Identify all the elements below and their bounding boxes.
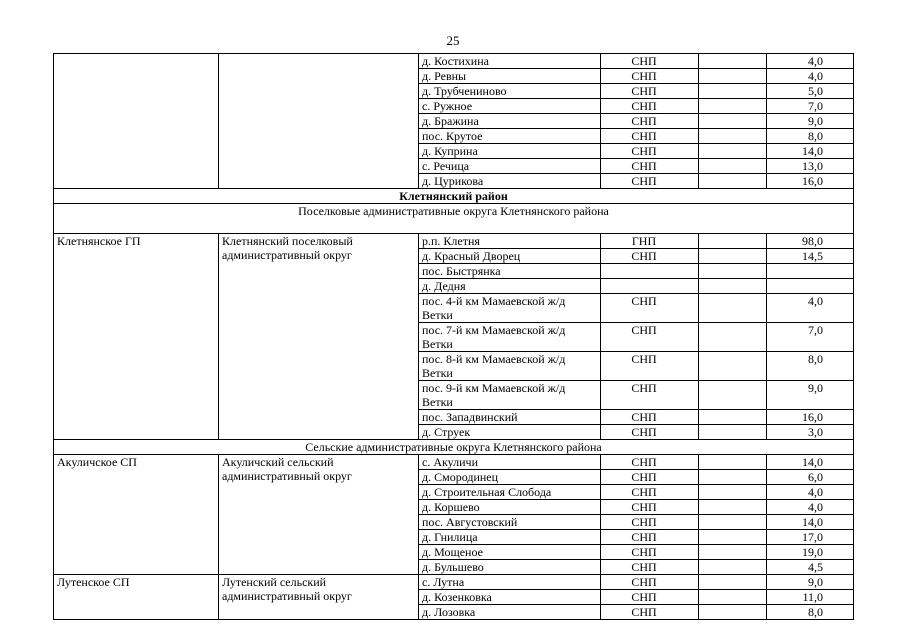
blank-cell — [699, 560, 767, 575]
settlement-cell: д. Трубчениново — [419, 84, 601, 99]
blank-cell — [699, 545, 767, 560]
settlement-cell: д. Бражина — [419, 114, 601, 129]
section-row — [54, 204, 854, 234]
blank-cell — [699, 530, 767, 545]
blank-cell — [699, 264, 767, 279]
settlement-cell: д. Дедня — [419, 279, 601, 294]
type-cell: СНП — [601, 500, 699, 515]
type-cell: СНП — [601, 381, 699, 410]
settlement-cell: д. Козенковка — [419, 590, 601, 605]
district-header: Клетнянский район — [54, 189, 854, 204]
type-cell: СНП — [601, 99, 699, 114]
value-cell: 8,0 — [767, 352, 854, 381]
okrug-cell — [219, 54, 419, 189]
type-cell: СНП — [601, 84, 699, 99]
blank-cell — [699, 159, 767, 174]
blank-cell — [699, 174, 767, 189]
type-cell: СНП — [601, 470, 699, 485]
blank-cell — [699, 352, 767, 381]
value-cell: 98,0 — [767, 234, 854, 249]
value-cell: 16,0 — [767, 410, 854, 425]
type-cell: СНП — [601, 294, 699, 323]
value-cell: 9,0 — [767, 575, 854, 590]
municipality-cell: Акуличское СП — [54, 455, 219, 575]
blank-cell — [699, 99, 767, 114]
type-cell: СНП — [601, 545, 699, 560]
settlement-cell: д. Смородинец — [419, 470, 601, 485]
type-cell: СНП — [601, 144, 699, 159]
type-cell: СНП — [601, 69, 699, 84]
value-cell: 4,0 — [767, 294, 854, 323]
value-cell: 11,0 — [767, 590, 854, 605]
blank-cell — [699, 515, 767, 530]
type-cell: СНП — [601, 54, 699, 69]
value-cell: 8,0 — [767, 605, 854, 620]
section-row — [54, 189, 854, 204]
value-cell: 4,0 — [767, 500, 854, 515]
type-cell: СНП — [601, 129, 699, 144]
table-row — [54, 575, 854, 590]
type-cell — [601, 279, 699, 294]
settlement-cell: пос. Быстрянка — [419, 264, 601, 279]
value-cell: 9,0 — [767, 114, 854, 129]
type-cell: СНП — [601, 485, 699, 500]
type-cell: СНП — [601, 174, 699, 189]
municipality-cell: Клетнянское ГП — [54, 234, 219, 440]
value-cell — [767, 264, 854, 279]
settlement-cell: р.п. Клетня — [419, 234, 601, 249]
okrug-cell: Акуличский сельский административный округ — [219, 455, 419, 575]
type-cell: СНП — [601, 530, 699, 545]
blank-cell — [699, 279, 767, 294]
type-cell — [601, 264, 699, 279]
settlement-cell: д. Куприна — [419, 144, 601, 159]
value-cell: 14,0 — [767, 144, 854, 159]
settlement-cell: д. Костихина — [419, 54, 601, 69]
settlement-cell: пос. Крутое — [419, 129, 601, 144]
type-cell: СНП — [601, 575, 699, 590]
settlement-cell: д. Красный Дворец — [419, 249, 601, 264]
settlement-cell: д. Коршево — [419, 500, 601, 515]
settlement-cell: д. Цурикова — [419, 174, 601, 189]
value-cell: 19,0 — [767, 545, 854, 560]
value-cell: 14,0 — [767, 515, 854, 530]
type-cell: СНП — [601, 590, 699, 605]
blank-cell — [699, 470, 767, 485]
type-cell: СНП — [601, 352, 699, 381]
blank-cell — [699, 234, 767, 249]
settlements-table — [53, 53, 854, 620]
settlement-cell: с. Лутна — [419, 575, 601, 590]
type-cell: СНП — [601, 560, 699, 575]
value-cell: 4,0 — [767, 485, 854, 500]
blank-cell — [699, 69, 767, 84]
blank-cell — [699, 410, 767, 425]
municipality-cell — [54, 54, 219, 189]
type-cell: СНП — [601, 159, 699, 174]
value-cell: 13,0 — [767, 159, 854, 174]
type-cell: СНП — [601, 323, 699, 352]
settlement-cell: с. Акуличи — [419, 455, 601, 470]
blank-cell — [699, 575, 767, 590]
settlement-cell: д. Мощеное — [419, 545, 601, 560]
value-cell: 3,0 — [767, 425, 854, 440]
blank-cell — [699, 500, 767, 515]
blank-cell — [699, 590, 767, 605]
value-cell: 4,0 — [767, 69, 854, 84]
blank-cell — [699, 425, 767, 440]
settlement-cell: пос. 7-й км Мамаевской ж/д Ветки — [419, 323, 601, 352]
type-cell: СНП — [601, 114, 699, 129]
type-cell: ГНП — [601, 234, 699, 249]
blank-cell — [699, 114, 767, 129]
blank-cell — [699, 455, 767, 470]
blank-cell — [699, 294, 767, 323]
type-cell: СНП — [601, 455, 699, 470]
value-cell: 8,0 — [767, 129, 854, 144]
settlement-cell: д. Ревны — [419, 69, 601, 84]
value-cell: 4,5 — [767, 560, 854, 575]
blank-cell — [699, 54, 767, 69]
value-cell: 17,0 — [767, 530, 854, 545]
okrug-cell: Клетнянский поселковый административный округ — [219, 234, 419, 440]
settlement-cell: пос. 8-й км Мамаевской ж/д Ветки — [419, 352, 601, 381]
value-cell — [767, 279, 854, 294]
settlement-cell: д. Строительная Слобода — [419, 485, 601, 500]
settlement-cell: пос. 4-й км Мамаевской ж/д Ветки — [419, 294, 601, 323]
value-cell: 5,0 — [767, 84, 854, 99]
type-cell: СНП — [601, 425, 699, 440]
blank-cell — [699, 485, 767, 500]
section-header-posel: Поселковые административные округа Клетнянского района — [54, 204, 854, 234]
settlement-cell: пос. 9-й км Мамаевской ж/д Ветки — [419, 381, 601, 410]
value-cell: 7,0 — [767, 99, 854, 114]
section-header-selsk: Сельские административные округа Клетнянского района — [54, 440, 854, 455]
settlement-cell: д. Гнилица — [419, 530, 601, 545]
settlement-cell: пос. Августовский — [419, 515, 601, 530]
value-cell: 9,0 — [767, 381, 854, 410]
type-cell: СНП — [601, 515, 699, 530]
value-cell: 7,0 — [767, 323, 854, 352]
settlement-cell: д. Лозовка — [419, 605, 601, 620]
settlement-cell: д. Бульшево — [419, 560, 601, 575]
blank-cell — [699, 323, 767, 352]
value-cell: 4,0 — [767, 54, 854, 69]
settlement-cell: с. Ружное — [419, 99, 601, 114]
value-cell: 6,0 — [767, 470, 854, 485]
blank-cell — [699, 249, 767, 264]
blank-cell — [699, 129, 767, 144]
settlement-cell: пос. Западвинский — [419, 410, 601, 425]
section-row — [54, 440, 854, 455]
blank-cell — [699, 144, 767, 159]
page-number: 25 — [446, 33, 460, 48]
value-cell: 14,5 — [767, 249, 854, 264]
type-cell: СНП — [601, 605, 699, 620]
blank-cell — [699, 381, 767, 410]
value-cell: 16,0 — [767, 174, 854, 189]
settlement-cell: д. Струек — [419, 425, 601, 440]
table-row — [54, 234, 854, 249]
type-cell: СНП — [601, 249, 699, 264]
settlement-cell: с. Речица — [419, 159, 601, 174]
blank-cell — [699, 605, 767, 620]
okrug-cell: Лутенский сельский административный округ — [219, 575, 419, 620]
municipality-cell: Лутенское СП — [54, 575, 219, 620]
type-cell: СНП — [601, 410, 699, 425]
table-row — [54, 455, 854, 470]
blank-cell — [699, 84, 767, 99]
table-row — [54, 54, 854, 69]
value-cell: 14,0 — [767, 455, 854, 470]
